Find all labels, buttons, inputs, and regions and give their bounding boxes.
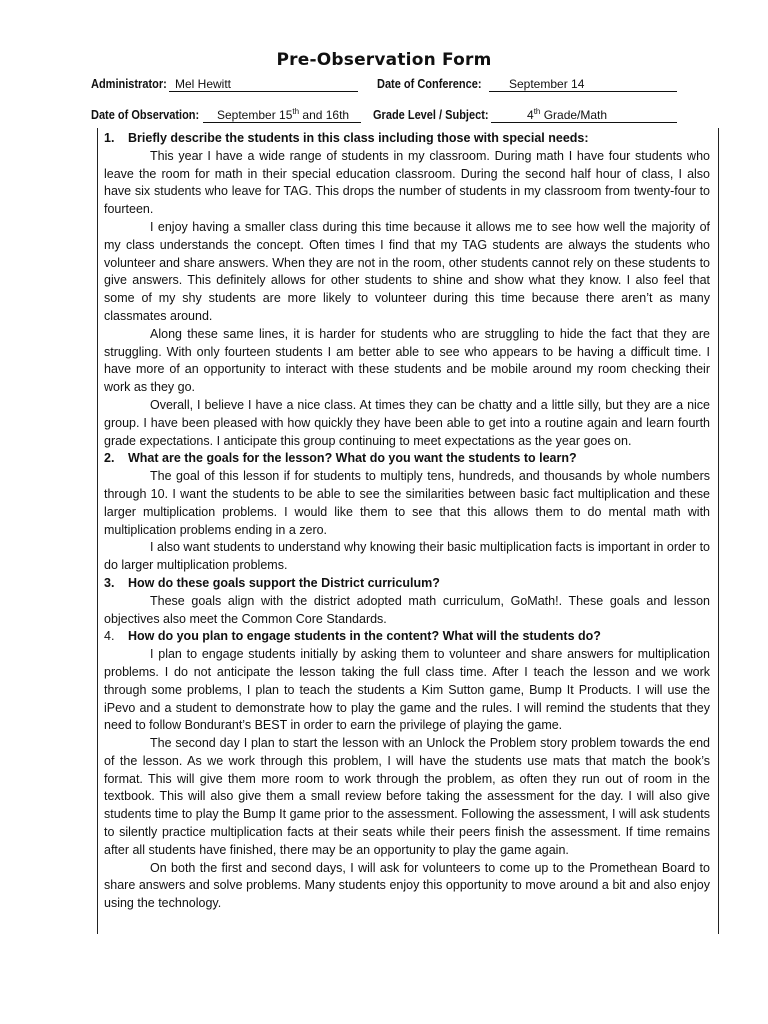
observation-date-label: Date of Observation: — [91, 108, 200, 122]
question-4 — [104, 628, 710, 646]
question-text: How do these goals support the District curriculum? — [128, 575, 440, 590]
answer-paragraph: Overall, I believe I have a nice class. At times they can be chatty and a little silly, but they are a nice group. I have been pleased with how quickly they have been able to get into a routine again and learn fourth grade expectations. I anticipate this group continuing to meet expectations as the year goes on. — [104, 397, 710, 448]
question-1 — [104, 130, 710, 148]
observation-date-rest: and 16th — [299, 108, 350, 122]
form-border-right — [718, 128, 719, 934]
form-border-left — [97, 128, 98, 934]
grade-subject-rest: Grade/Math — [540, 108, 608, 122]
administrator-field — [169, 77, 358, 92]
conference-date-value: September 14 — [509, 77, 585, 91]
form-body — [104, 130, 710, 913]
answer-paragraph: This year I have a wide range of students in my classroom. During math I have four students who leave the room for math in their special education classroom. During the second half hour of class, I also have six students who leave for TAG. This drops the number of students in my classroom from twenty-four to fourteen. — [104, 148, 710, 217]
observation-date-field — [203, 108, 361, 123]
answer-paragraph: The goal of this lesson if for students to multiply tens, hundreds, and thousands by whole numbers through 10. I want the students to be able to see the similarities between basic fact multiplication and these larger multiplication problems. I would like them to see that this allows them to do mental math with multiplication problems ending in a zero. — [104, 469, 710, 537]
answer-paragraph: These goals align with the district adopted math curriculum, GoMath!. These goals and lesson objectives also meet the Common Core Standards. — [104, 593, 710, 626]
grade-number: 4 — [527, 108, 534, 122]
conference-date-field — [489, 77, 677, 92]
conference-date-label: Date of Conference: — [377, 77, 482, 91]
header-row-2 — [91, 108, 691, 126]
question-text: What are the goals for the lesson? What do you want the students to learn? — [128, 451, 577, 466]
question-text: Briefly describe the students in this class including those with special needs: — [128, 131, 589, 145]
header-row-1 — [91, 77, 691, 95]
answer-paragraph: I enjoy having a smaller class during this time because it allows me to see how well the majority of my class understands the concept. Often times I find that my TAG students are always the students who volunteer and share answers. When they are not in the room, other students cannot rely on these students to give answers. This definitely allows for other students to shine and show what they know. I also feel that some of my shy students are more likely to volunteer during this time because there aren’t as many classmates around. — [104, 219, 710, 323]
question-3 — [104, 575, 710, 593]
question-2 — [104, 450, 710, 468]
administrator-value: Mel Hewitt — [175, 77, 232, 91]
observation-date-main: September 15 — [217, 108, 293, 122]
answer-paragraph: Along these same lines, it is harder for students who are struggling to hide the fact that they are struggling. With only fourteen students I am better able to see who appears to be having a difficult time. I have more of an opportunity to interact with these students and be mobile around my room checking their work as they go. — [104, 326, 710, 395]
answer-paragraph: I also want students to understand why knowing their basic multiplication facts is important in order to do larger multiplication problems. — [104, 540, 710, 573]
question-number: 4. — [104, 629, 115, 644]
administrator-label: Administrator: — [91, 77, 167, 91]
grade-suffix: th — [533, 107, 541, 116]
grade-subject-label: Grade Level / Subject: — [373, 108, 489, 122]
answer-paragraph: The second day I plan to start the lesson with an Unlock the Problem story problem towards the end of the lesson. As we work through this problem, I will have the students use mats that match the book’s format. This will give them more room to work through the problem, as often they run out of room in the textbook. This will also give them a small review before taking the assessment for the day. I will also give students time to play the Bump It game prior to the assessment. Following the assessment, I will ask students to silently practice multiplication facts at their seats while their peers finish the assessment. If time remains after all students have finished, there may be an opportunity to play the game again. — [104, 736, 710, 857]
answer-paragraph: On both the first and second days, I will ask for volunteers to come up to the Promethean Board to share answers and solve problems. Many students enjoy this opportunity to move around a bit and also enjoy using the technology. — [104, 860, 710, 911]
grade-subject-value — [527, 108, 607, 122]
question-number: 2. — [104, 451, 115, 466]
question-number: 3. — [104, 575, 115, 590]
answer-paragraph: I plan to engage students initially by asking them to volunteer and share answers for multiplication problems. I do not anticipate the lesson taking the full class time. After I teach the lesson and we work through some problems, I plan to teach the students a Kim Sutton game, Bump It Products. I will use the iPevo and a student to demonstrate how to play the game and the rules. I will remind the students that they need to follow Bondurant’s BEST in order to earn the privilege of playing the game. — [104, 647, 710, 733]
observation-date-suffix: th — [292, 107, 300, 116]
question-number: 1. — [104, 131, 115, 145]
observation-date-value — [217, 108, 349, 122]
form-title: Pre-Observation Form — [276, 50, 492, 70]
grade-subject-field — [491, 108, 677, 123]
question-text: How do you plan to engage students in the content? What will the students do? — [128, 629, 601, 644]
